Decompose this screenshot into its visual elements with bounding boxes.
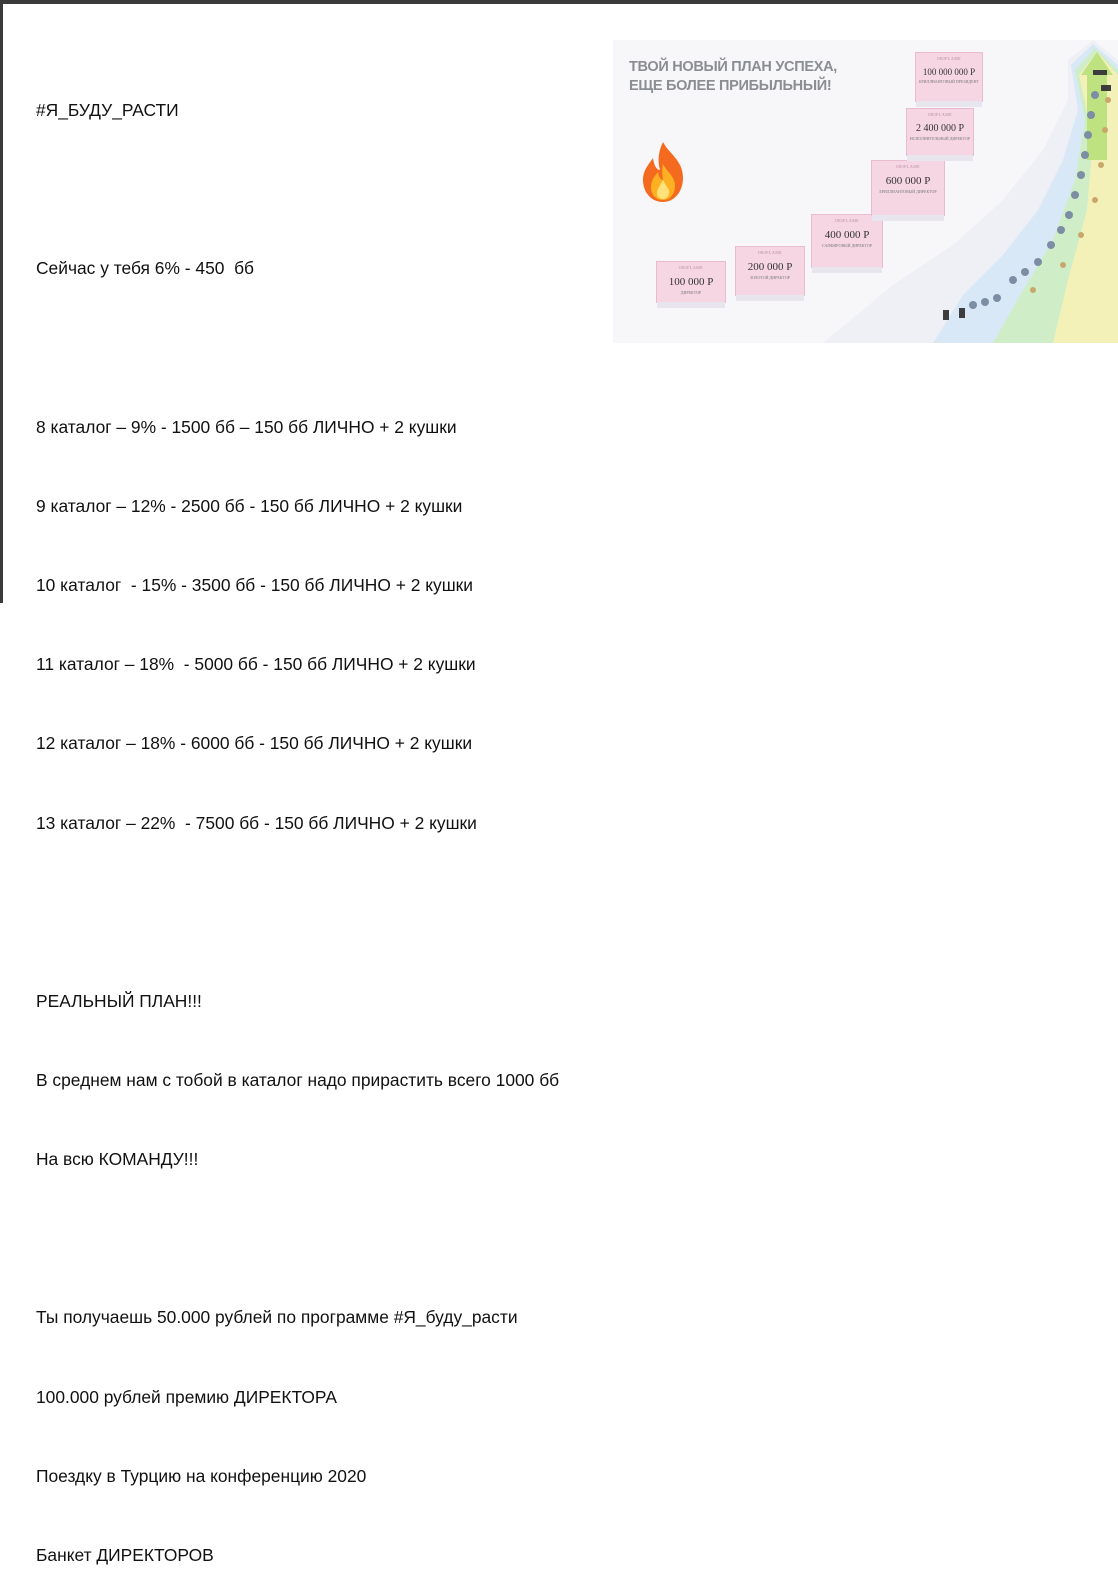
hashtag-title: #Я_БУДУ_РАСТИ: [36, 99, 179, 120]
catalog-line: 9 каталог – 12% - 2500 бб - 150 бб ЛИЧНО + 2 кушки: [36, 495, 463, 516]
reward-line: Банкет ДИРЕКТОРОВ: [36, 1545, 214, 1566]
level-card: ORIFLAME 400 000 Р САПФИРОВЫЙ ДИРЕКТОР: [811, 214, 883, 268]
catalog-line: 10 каталог - 15% - 3500 бб - 150 бб ЛИЧНО + 2 кушки: [36, 575, 473, 596]
window-left-edge: [0, 0, 3, 603]
level-card: ORIFLAME 100 000 000 Р БРИЛЛИАНТОВЫЙ ПРЕЗИДЕНТ: [915, 52, 983, 102]
reward-line: Поездку в Турцию на конференцию 2020: [36, 1465, 367, 1486]
level-card: ORIFLAME 200 000 Р ЗОЛОТОЙ ДИРЕКТОР: [735, 246, 805, 296]
level-card: ORIFLAME 600 000 Р БРИЛЛИАНТОВЫЙ ДИРЕКТОР: [871, 160, 945, 216]
level-card: ORIFLAME 100 000 Р ДИРЕКТОР: [656, 261, 726, 303]
message-text: [36, 44, 559, 1595]
catalog-line: 11 каталог – 18% - 5000 бб - 150 бб ЛИЧНО + 2 кушки: [36, 654, 476, 675]
plan-line: На всю КОМАНДУ!!!: [36, 1149, 199, 1170]
fire-icon: [635, 140, 691, 204]
catalog-line: 13 каталог – 22% - 7500 бб - 150 бб ЛИЧНО + 2 кушки: [36, 812, 477, 833]
window-top-edge: [0, 0, 1118, 4]
plan-line: РЕАЛЬНЫЙ ПЛАН!!!: [36, 990, 202, 1011]
promo-headline: ТВОЙ НОВЫЙ ПЛАН УСПЕХА, ЕЩЕ БОЛЕЕ ПРИБЫЛЬНЫЙ!: [629, 59, 837, 94]
catalog-line: 12 каталог – 18% - 6000 бб - 150 бб ЛИЧНО + 2 кушки: [36, 733, 473, 754]
plan-line: В среднем нам с тобой в каталог надо прирастить всего 1000 бб: [36, 1069, 560, 1090]
reward-line: 100.000 рублей премию ДИРЕКТОРА: [36, 1386, 337, 1407]
level-card: ORIFLAME 2 400 000 Р ИСПОЛНИТЕЛЬНЫЙ ДИРЕКТОР: [906, 108, 974, 156]
catalog-line: 8 каталог – 9% - 1500 бб – 150 бб ЛИЧНО + 2 кушки: [36, 416, 457, 437]
current-status: Сейчас у тебя 6% - 450 бб: [36, 258, 254, 279]
success-plan-image: [613, 40, 1118, 343]
reward-line: Ты получаешь 50.000 рублей по программе #Я_буду_расти: [36, 1307, 518, 1328]
